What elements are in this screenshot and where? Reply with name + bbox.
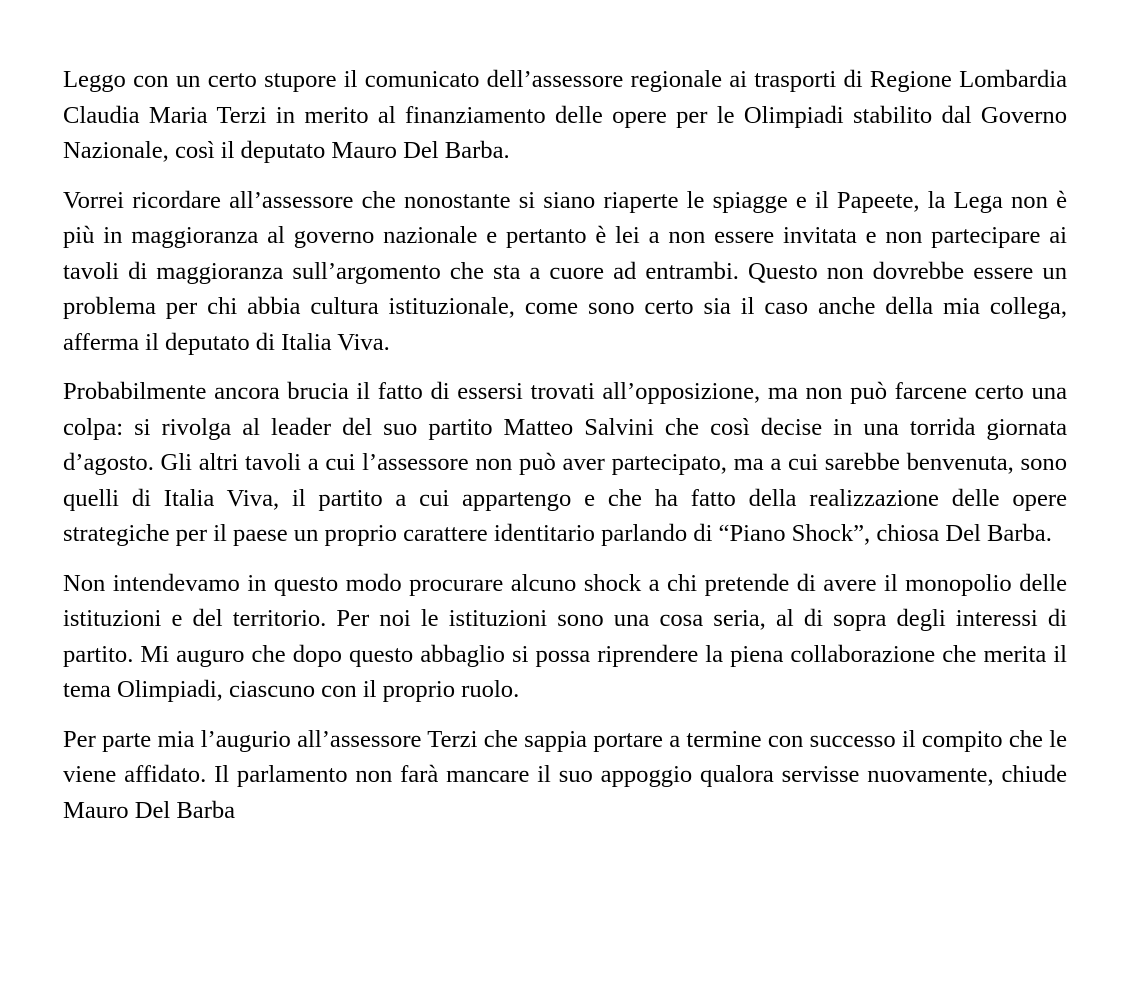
document-body <box>63 62 1067 842</box>
paragraph-2: Vorrei ricordare all’assessore che nonostante si siano riaperte le spiagge e il Papeete, la Lega non è più in maggioranza al governo nazionale e pertanto è lei a non essere invitata e non partecipare ai tavoli di maggioranza sull’argomento che sta a cuore ad entrambi. Questo non dovrebbe essere un problema per chi abbia cultura istituzionale, come sono certo sia il caso anche della mia collega, afferma il deputato di Italia Viva. <box>63 186 1067 356</box>
paragraph-5: Per parte mia l’augurio all’assessore Terzi che sappia portare a termine con successo il compito che le viene affidato. Il parlamento non farà mancare il suo appoggio qualora servisse nuovamente, chiude Mauro Del Barba <box>63 725 1067 824</box>
paragraph-4: Non intendevamo in questo modo procurare alcuno shock a chi pretende di avere il monopolio delle istituzioni e del territorio. Per noi le istituzioni sono una cosa seria, al di sopra degli interessi di partito. Mi auguro che dopo questo abbaglio si possa riprendere la piena collaborazione che merita il tema Olimpiadi, ciascuno con il proprio ruolo. <box>63 569 1067 703</box>
paragraph-1: Leggo con un certo stupore il comunicato dell’assessore regionale ai trasporti di Regione Lombardia Claudia Maria Terzi in merito al finanziamento delle opere per le Olimpiadi stabilito dal Governo Nazionale, così il deputato Mauro Del Barba. <box>63 66 1067 164</box>
paragraph-3: Probabilmente ancora brucia il fatto di essersi trovati all’opposizione, ma non può farcene certo una colpa: si rivolga al leader del suo partito Matteo Salvini che così decise in una torrida giornata d’agosto. Gli altri tavoli a cui l’assessore non può aver partecipato, ma a cui sarebbe benvenuta, sono quelli di Italia Viva, il partito a cui appartengo e che ha fatto della realizzazione delle opere strategiche per il paese un proprio carattere identitario parlando di “Piano Shock”, chiosa Del Barba. <box>63 378 1067 547</box>
